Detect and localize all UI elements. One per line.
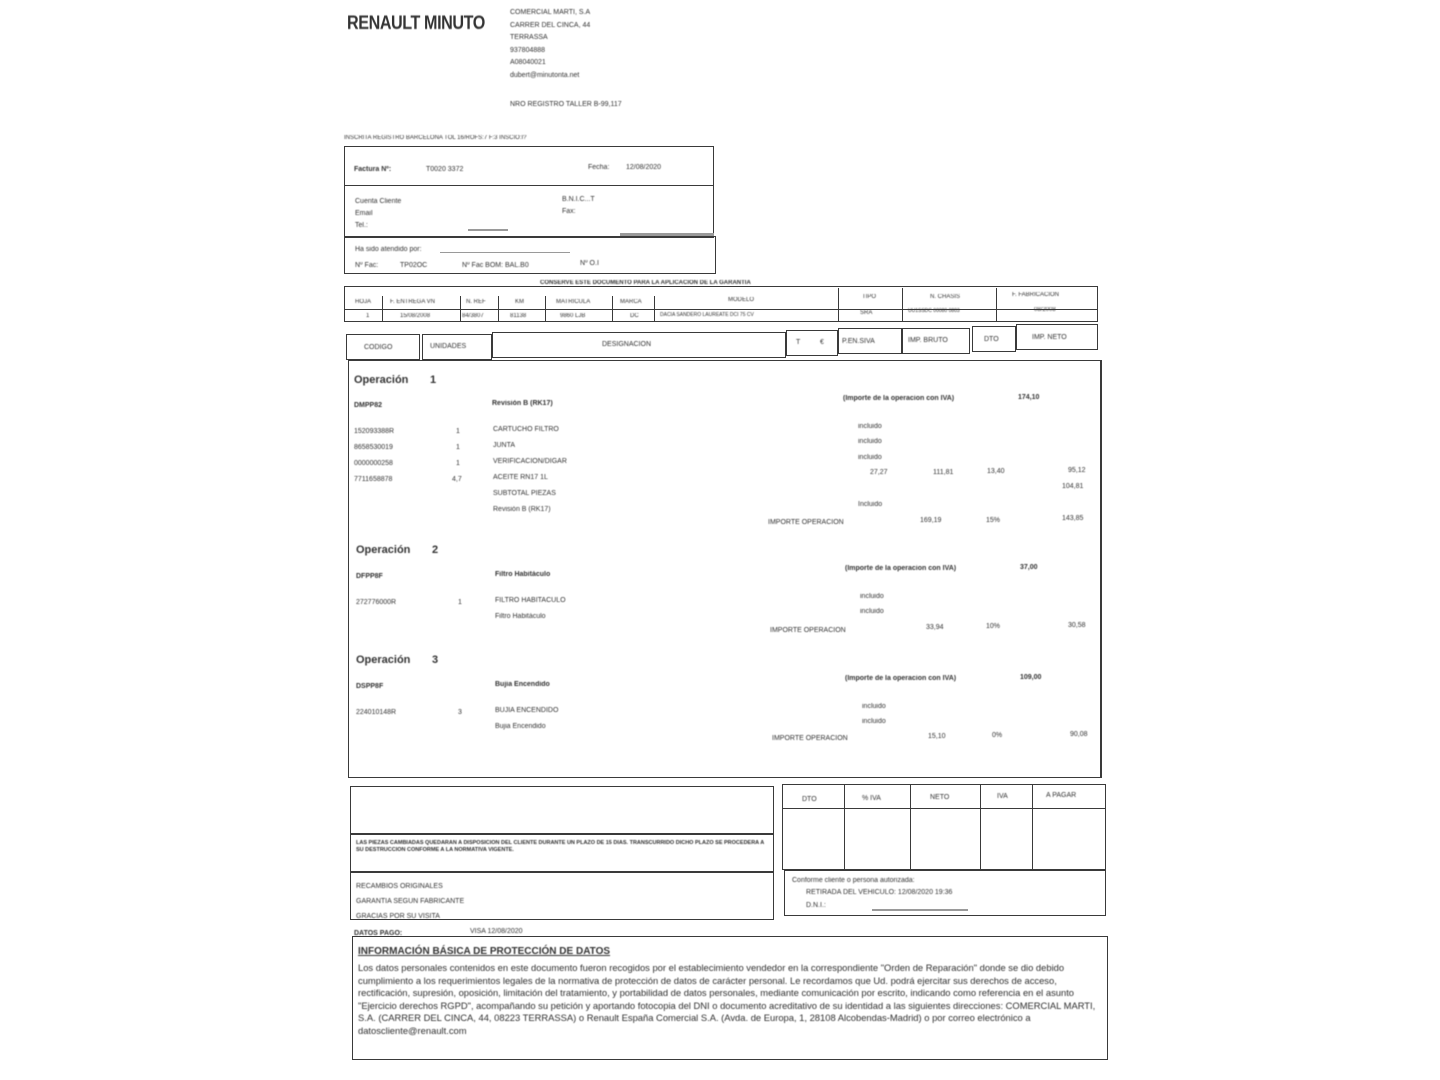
tel-label: Tel.: <box>355 222 368 229</box>
op1-line-desc: ACEITE RN17 1L <box>493 474 548 481</box>
col-unidades: UNIDADES <box>430 343 467 350</box>
op1-subtotal-value: 104,81 <box>1062 483 1084 490</box>
vh-chasis: N. CHASIS <box>930 294 961 300</box>
col-e: € <box>820 339 824 346</box>
note-line: GRACIAS POR SU VISITA <box>356 913 440 920</box>
vh-km: KM <box>515 299 524 305</box>
col-codigo: CODIGO <box>364 344 393 351</box>
note-line: RECAMBIOS ORIGINALES <box>356 883 443 890</box>
pago-value: VISA 12/08/2020 <box>470 928 523 935</box>
vv-matricula: 9860 LJB <box>560 313 586 319</box>
registro-taller: NRO REGISTRO TALLER B-99,117 <box>510 101 622 108</box>
vh-ref: N. REF <box>466 299 486 305</box>
tot-iva: IVA <box>997 793 1008 800</box>
op3-importe-label: (Importe de la operacion con IVA) <box>845 675 957 682</box>
op3-line-qty: 3 <box>458 709 462 716</box>
op3-summary-dto: 0% <box>992 732 1003 739</box>
op3-line-code: 224010148R <box>356 709 397 716</box>
op1-line-note: incluido <box>858 423 882 430</box>
cliente-box <box>344 186 714 238</box>
redacted-phone <box>468 229 508 231</box>
conforme-line3: D.N.I.: <box>806 902 826 909</box>
col-designacion: DESIGNACION <box>602 341 652 348</box>
op2-name: Filtro Habitáculo <box>495 571 551 578</box>
vv-fabricacion: 08/2008 <box>1034 307 1056 313</box>
op1-line-c1: 27,27 <box>870 469 888 476</box>
op3-summary-bruto: 15,10 <box>928 733 946 740</box>
redacted-dni <box>872 909 968 911</box>
vh-fabricacion: F. FABRICACION <box>1012 292 1060 298</box>
vv-tipo: SRA <box>860 310 873 316</box>
op1-line-note: incluido <box>858 438 882 445</box>
op1-summary-bruto: 169,19 <box>920 517 942 524</box>
op1-service-note: Incluido <box>858 501 883 508</box>
conforme-line2: RETIRADA DEL VEHICULO: 12/08/2020 19:36 <box>806 889 953 896</box>
op1-number: 1 <box>430 374 437 386</box>
op1-line-qty: 4,7 <box>452 476 462 483</box>
cuenta-label: Cuenta Cliente <box>355 198 402 205</box>
vh-hoja: HOJA <box>355 299 372 305</box>
vv-ref: 84/3807 <box>462 313 484 319</box>
col-dto: DTO <box>984 336 999 343</box>
op1-title: Operación <box>354 374 409 386</box>
fecha-value: 12/08/2020 <box>626 164 662 171</box>
op3-code: DSPP8F <box>356 683 384 690</box>
op2-line-code: 272776000R <box>356 599 397 606</box>
op1-line-note: incluido <box>858 454 882 461</box>
op1-code: DMPP82 <box>354 402 383 409</box>
op3-title: Operación <box>356 654 411 666</box>
op2-line-qty: 1 <box>458 599 462 606</box>
atendido-label: Ha sido atendido por: <box>355 246 422 253</box>
aplicacion-note: CONSERVE ESTE DOCUMENTO PARA LA APLICACION DE LA GARANTIA <box>540 280 751 286</box>
op1-subtotal: SUBTOTAL PIEZAS <box>493 490 556 497</box>
tot-neto: NETO <box>930 794 950 801</box>
note-line: GARANTIA SEGUN FABRICANTE <box>356 898 465 905</box>
op2-summary-label: IMPORTE OPERACION <box>770 627 846 634</box>
op3-summary-neto: 90,08 <box>1070 731 1088 738</box>
op1-line-c2: 111,81 <box>933 469 954 476</box>
op3-number: 3 <box>432 654 439 666</box>
company-line: COMERCIAL MARTI, S.A <box>510 9 591 16</box>
factura-number: T0020 3372 <box>426 166 464 173</box>
legal-text: LAS PIEZAS CAMBIADAS QUEDARAN A DISPOSICION DEL CLIENTE DURANTE UN PLAZO DE 15 DIAS. TRANSCURRIDO DICHO PLAZO SE PROCEDERA A SU DESTRUCCION CONFORME A LA NORMATIVA VIGENTE. <box>356 840 765 853</box>
company-address <box>510 7 590 82</box>
company-line: CARRER DEL CINCA, 44 <box>510 21 591 29</box>
op1-line-c3: 13,40 <box>987 468 1005 475</box>
op1-line-desc: VERIFICACION/DIGAR <box>493 458 567 465</box>
comments-box <box>350 786 774 834</box>
op3-service-note: incluido <box>862 718 886 725</box>
proteccion-body: Los datos personales contenidos en este documento fueron recogidos por el establecimiento vendedor en la correspondiente "Orden de Reparación" donde se dio debido cumplimiento a los requerimientos legales de la normativa de protección de datos de carácter personal. Le recordamos que Ud. podrá ejercitar sus derechos de acceso, rectificación, supresión, oposición, limitación del tratamiento, y portabilidad de datos personales, mediante comunicación por escrito, indicando como referencia en el asunto "Ejercicio derechos RGPD", acompañando su petición y aportando fotocopia del DNI o documento acreditativo de su identidad a las siguientes direcciones: COMERCIAL MARTI, S.A. (CARRER DEL CINCA, 44, 08223 TERRASSA) o Renault España Comercial S.A. (Avda. de Europa, 1, 28108 Alcobendas-Madrid) o por correo electrónico a datoscliente@renault.com <box>358 962 1096 1036</box>
vh-modelo: MODELO <box>728 297 755 303</box>
vv-hoja: 1 <box>366 313 370 319</box>
op3-line-desc: BUJIA ENCENDIDO <box>495 707 559 714</box>
op2-line-desc: FILTRO HABITACULO <box>495 597 566 604</box>
op2-importe-value: 37,00 <box>1020 564 1038 571</box>
op2-summary-bruto: 33,94 <box>926 624 944 631</box>
redacted-name <box>440 252 570 253</box>
pago-label: DATOS PAGO: <box>354 930 403 937</box>
vh-tipo: TIPO <box>862 294 877 300</box>
op3-line-note: incluido <box>862 703 886 710</box>
op1-line-desc: CARTUCHO FILTRO <box>493 426 559 433</box>
company-line: 937804888 <box>510 46 546 54</box>
op1-summary-label: IMPORTE OPERACION <box>768 519 844 526</box>
vv-chasis: UU1SSDC 00080 0803 <box>908 308 960 314</box>
conforme-line1: Conforme cliente o persona autorizada: <box>792 877 915 884</box>
vv-entrega: 15/08/2008 <box>400 313 431 319</box>
nfac-bom: Nº Fac BOM: BAL.B0 <box>462 262 529 269</box>
vh-marca: MARCA <box>620 299 642 305</box>
cuenta-value: B.N.I.C...T <box>562 196 595 203</box>
op3-name: Bujia Encendido <box>495 681 550 688</box>
inscrita-registro: INSCRITA REGISTRO BARCELONA TOL 16/ROFS:7 F:3 INSCIO:I? <box>344 135 527 141</box>
op1-line-c4: 95,12 <box>1068 467 1086 474</box>
op2-summary-dto: 10% <box>986 623 1001 630</box>
renault-minuto-logo: RENAULT MINUTO <box>347 13 485 34</box>
op3-service: Bujia Encendido <box>495 723 546 730</box>
company-line: A08040021 <box>510 59 546 66</box>
op1-line-qty: 1 <box>456 444 460 451</box>
nor-label: Nº O.I <box>580 260 599 267</box>
op2-line-note: incluido <box>860 593 884 600</box>
col-bruto: IMP. BRUTO <box>908 337 948 344</box>
col-neto: IMP. NETO <box>1032 334 1067 341</box>
vv-km: 81138 <box>510 313 527 319</box>
op3-summary-label: IMPORTE OPERACION <box>772 735 848 742</box>
op1-line-qty: 1 <box>456 428 460 435</box>
col-t: T <box>796 339 801 346</box>
tot-dto: DTO <box>802 796 817 803</box>
op3-importe-value: 109,00 <box>1020 674 1042 681</box>
vv-modelo: DACIA SANDERO LAUREATE DCI 75 CV <box>660 312 754 318</box>
op2-importe-label: (Importe de la operacion con IVA) <box>845 565 957 572</box>
op1-line-code: 7711658878 <box>354 476 393 483</box>
tot-apagar: A PAGAR <box>1046 792 1077 799</box>
tot-iva-pct: % IVA <box>862 795 881 802</box>
proteccion-title: INFORMACIÓN BÁSICA DE PROTECCIÓN DE DATOS <box>358 946 611 957</box>
op2-title: Operación <box>356 544 411 556</box>
op1-service: Revisión B (RK17) <box>493 506 551 513</box>
factura-label: Factura Nº: <box>354 166 392 173</box>
nfac-value: TP02OC <box>400 262 428 269</box>
op1-line-code: 152093388R <box>354 428 395 435</box>
col-pen: P.EN.SIVA <box>842 338 875 345</box>
op2-summary-neto: 30,58 <box>1068 622 1086 629</box>
company-line: dubert@minutonta.net <box>510 71 580 79</box>
vh-matricula: MATRICULA <box>556 299 591 305</box>
vh-entrega: F. ENTREGA VN <box>390 299 436 305</box>
email-label: Email <box>355 210 373 217</box>
op1-line-code: 8658530019 <box>354 444 393 451</box>
op2-code: DFPP8F <box>356 573 383 580</box>
op1-importe-value: 174,10 <box>1018 394 1040 401</box>
op1-line-desc: JUNTA <box>493 442 516 449</box>
op1-name: Revisión B (RK17) <box>492 400 553 407</box>
op1-importe-label: (Importe de la operacion con IVA) <box>843 395 955 402</box>
nfac-label: Nº Fac: <box>355 262 379 269</box>
op1-line-qty: 1 <box>456 460 460 467</box>
op2-service-note: incluido <box>860 608 884 615</box>
vv-marca: DC <box>630 313 639 319</box>
company-line: TERRASSA <box>510 34 548 41</box>
op1-summary-neto: 143,85 <box>1062 515 1084 522</box>
op2-number: 2 <box>432 544 439 556</box>
fecha-label: Fecha: <box>588 164 610 171</box>
fax-label: Fax: <box>562 208 576 215</box>
op1-line-code: 0000000258 <box>354 460 393 467</box>
op2-service: Filtro Habitáculo <box>495 613 546 620</box>
op1-summary-dto: 15% <box>986 517 1001 524</box>
